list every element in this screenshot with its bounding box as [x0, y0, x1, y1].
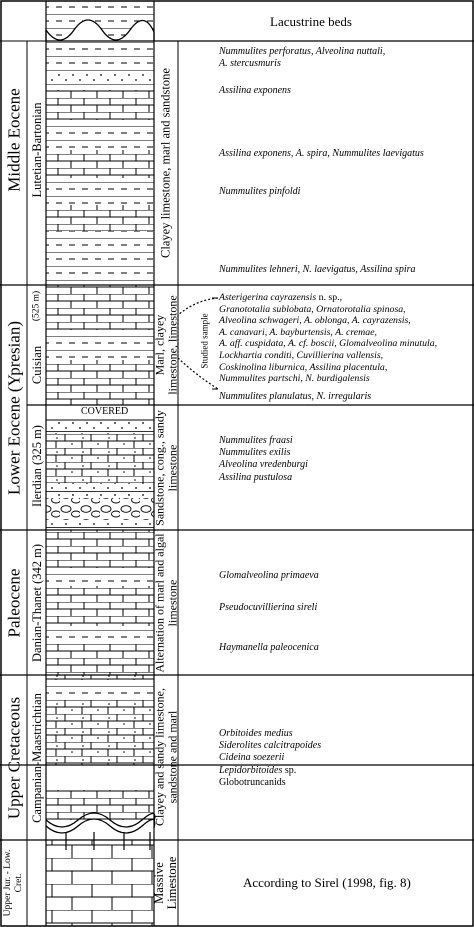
fossil-line: Assilina pustulosa [219, 471, 293, 483]
fossil-line: Nummulites lehneri, N. laevigatus, Assilina spira [219, 264, 416, 275]
fossil-line: Assilina exponens, A. spira, Nummulites laevigatus [219, 148, 424, 159]
unit-cretaceous-lime [46, 790, 154, 820]
fossil-suffix: sp. [282, 764, 297, 776]
epoch-lower-eocene: Lower Eocene (Ypresian) [4, 320, 24, 496]
fossils-ilerdian [219, 435, 473, 484]
fossils-middle-2 [219, 85, 473, 97]
studied-sample-bracket [178, 298, 218, 389]
fossil-line: Haymanella paleocenica [219, 642, 319, 653]
fossil-line: Granototalia sublobata, Ornatorotalia spinosa, [219, 303, 406, 315]
unit-ilerdian-congl [46, 498, 154, 520]
stage-ilerdian: Ilerdian (325 m) [29, 425, 44, 507]
fossils-paleocene-2 [219, 602, 473, 614]
fossil-line: Nummulites fraasi [219, 435, 293, 446]
stage-lutetian-bartonian: Lutetian-Bartonian [29, 102, 44, 198]
fossil-line: A. stercusmuris [219, 58, 281, 70]
fossil-line: A. aff. cuspidata, A. cf. boscii, Glomalveolina minutula, [219, 338, 438, 350]
unit-massive [46, 840, 154, 926]
unit-middle-limestone-1 [46, 90, 154, 120]
unit-paleocene-marl-2 [46, 626, 154, 644]
fossil-line: Nummulites planulatus, N. irregularis [219, 391, 372, 402]
fossil-line: Alveolina schwageri, A. oblonga, A. cayrazensis, [219, 315, 411, 327]
unit-middle-limestone-3 [46, 205, 154, 231]
unit-middle-sand [46, 72, 154, 82]
unit-paleocene [46, 530, 154, 675]
fossil-line: Orbitoides medius [219, 728, 293, 739]
epoch-middle-eocene: Middle Eocene [4, 88, 24, 192]
unit-paleocene-marl-1 [46, 568, 154, 586]
stage-danian-thanet: Danian-Thanet (342 m) [29, 543, 44, 663]
fossil-line: Lockhartia conditi, Cuvillierina vallensis, [219, 349, 384, 361]
fossil-line: Glomalveolina primaeva [219, 570, 319, 581]
epoch-upper-jur-low-cret: Upper Jur. - Low. Cret. [3, 849, 24, 917]
fossil-line: Nummulites exilis [219, 447, 291, 459]
fossils-paleocene-1 [219, 570, 473, 582]
fossil-line: Nummulites partschi, N. burdigalensis [219, 373, 370, 385]
fossils-cuisian-end [219, 391, 473, 403]
stage-cuisian: Cuisian [29, 345, 44, 385]
fossil-line: A. canavari, A. bayburtensis, A. cremae, [219, 326, 377, 338]
fossils-middle-4 [219, 186, 473, 198]
lith-massive: Massive Limestone [151, 856, 179, 910]
cuisian-thickness: (525 m) [31, 290, 42, 322]
lacustrine-label: Lacustrine beds [270, 14, 352, 29]
unit-cuisian-marl [46, 330, 154, 360]
fossil-line: Asterigerina cayrazensis [219, 292, 317, 303]
fossils-paleocene-3 [219, 642, 473, 654]
studied-sample-label: Studied sample [199, 313, 210, 369]
lith-middle-eocene: Clayey limestone, marl and sandstone [158, 68, 173, 258]
lith-cretaceous: Clayey and sandy limestone, sandstone and marl [152, 688, 179, 826]
fossils-middle-3 [219, 148, 473, 160]
epoch-upper-cretaceous: Upper Cretaceous [4, 696, 24, 820]
fossil-line: Assilina exponens [219, 85, 291, 96]
unit-cretaceous-marl [46, 680, 154, 700]
unit-ilerdian-sand [46, 433, 154, 483]
fossil-suffix: n. sp., [316, 292, 343, 303]
fossil-line: Globotruncanids [219, 776, 286, 788]
fossil-line: Nummulites pinfoldi [219, 186, 301, 197]
fossils-cretaceous [219, 728, 473, 789]
fossil-line: Lepidorbitoides [219, 764, 283, 776]
unit-middle-limestone-2 [46, 150, 154, 178]
fossil-line: Nummulites perforatus, Alveolina nuttali, [219, 46, 386, 57]
unit-ilerdian-sand-2 [46, 520, 154, 530]
epoch-paleocene: Paleocene [4, 568, 24, 638]
fossil-line: Coskinolina liburnica, Assilina placentula, [219, 361, 388, 373]
source-citation: According to Sirel (1998, fig. 8) [243, 875, 411, 890]
fossil-line: Siderolites calcitrapoides [219, 740, 322, 752]
lith-ilerdian: Sandstone, cong., sandy limestone [152, 410, 179, 526]
lith-paleocene: Alternation of marl and algal limestone [152, 533, 179, 673]
covered-label: COVERED [81, 406, 129, 417]
fossil-line: Cideina soezerii [219, 752, 285, 764]
lith-cuisian: Marl, clayey limestone, limestone [152, 295, 179, 395]
fossils-cuisian [219, 292, 473, 385]
fossil-line: Alveolina vredenburgi [219, 459, 308, 471]
fossil-line: Pseudocuvillierina sireli [219, 602, 318, 613]
stage-campanian-maastrichtian: Campanian-Maastrichtian [29, 693, 44, 823]
fossils-middle-eocene [219, 46, 473, 70]
fossils-middle-5 [219, 264, 473, 276]
